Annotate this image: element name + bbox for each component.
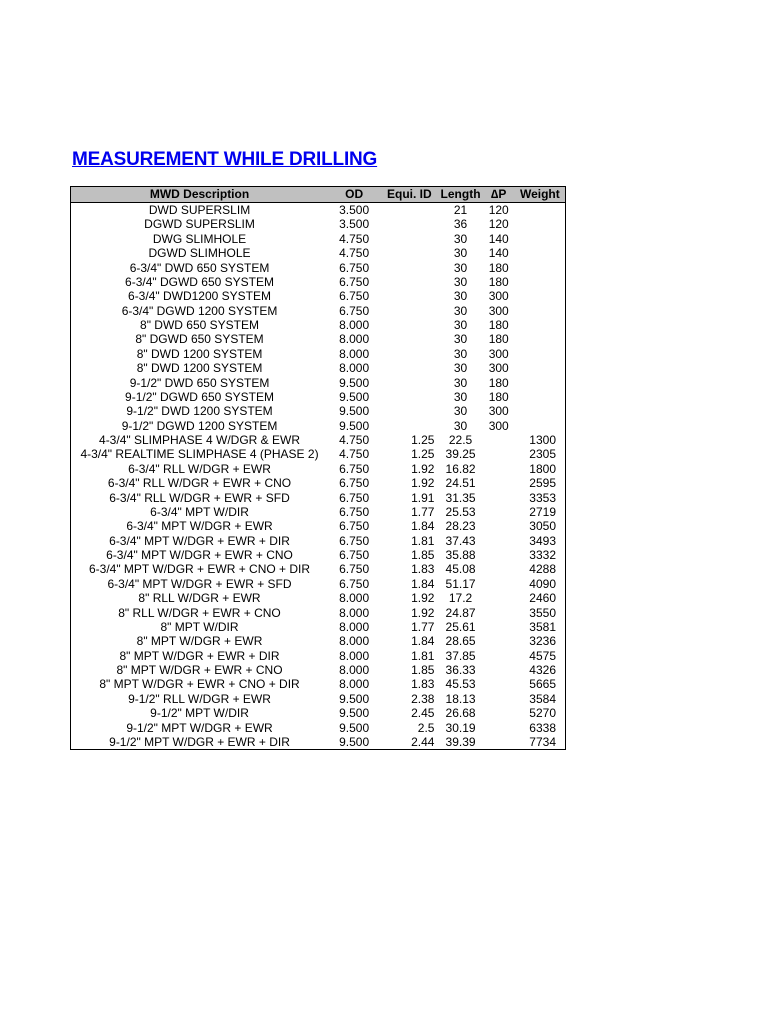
- table-body: [71, 203, 566, 750]
- cell-equi-id: [380, 232, 438, 246]
- cell-weight: 3050: [529, 519, 556, 534]
- cell-weight: 5665: [529, 677, 556, 692]
- table-row: [71, 476, 566, 490]
- cell-weight: 3353: [529, 490, 556, 505]
- cell-weight: 7734: [529, 734, 556, 749]
- cell-length: 30: [453, 303, 468, 318]
- cell-od: 8.000: [339, 605, 370, 620]
- cell-description: DGWD SUPERSLIM: [144, 217, 255, 232]
- cell-equi-id: 1.92: [411, 476, 435, 491]
- cell-equi-id: 2.45: [411, 706, 435, 721]
- cell-description: 9-1/2" MPT W/DGR + EWR + DIR: [109, 734, 290, 749]
- table-row: [71, 261, 566, 275]
- cell-equi-id: 1.81: [411, 533, 435, 548]
- cell-delta-p: 300: [488, 289, 509, 304]
- cell-weight: [515, 347, 566, 361]
- cell-delta-p: [483, 519, 515, 533]
- cell-delta-p: [483, 577, 515, 591]
- cell-od: 3.500: [339, 217, 370, 232]
- mwd-table: [70, 186, 566, 750]
- cell-length: 30: [453, 260, 468, 275]
- table-row: [71, 505, 566, 519]
- header-row: [71, 187, 566, 203]
- cell-od: 9.500: [339, 691, 370, 706]
- cell-equi-id: 1.91: [411, 490, 435, 505]
- table-row: [71, 491, 566, 505]
- cell-description: 8" DWD 1200 SYSTEM: [136, 346, 263, 361]
- cell-weight: [515, 232, 566, 246]
- cell-weight: 6338: [529, 720, 556, 735]
- cell-weight: 4575: [529, 648, 556, 663]
- cell-weight: [515, 390, 566, 404]
- cell-delta-p: [483, 721, 515, 735]
- cell-weight: [515, 419, 566, 433]
- table-row: [71, 289, 566, 303]
- cell-delta-p: [483, 606, 515, 620]
- cell-od: 9.500: [339, 720, 370, 735]
- cell-equi-id: 1.84: [411, 519, 435, 534]
- cell-od: 4.750: [339, 246, 370, 261]
- table-row: [71, 347, 566, 361]
- cell-equi-id: [380, 390, 438, 404]
- cell-weight: 3236: [529, 634, 556, 649]
- cell-equi-id: [380, 261, 438, 275]
- cell-delta-p: [483, 663, 515, 677]
- cell-weight: 3581: [529, 619, 556, 634]
- cell-length: 30: [453, 418, 468, 433]
- cell-equi-id: 2.38: [411, 691, 435, 706]
- cell-length: 30: [453, 274, 468, 289]
- table-header: [71, 187, 566, 203]
- table-row: [71, 649, 566, 663]
- cell-length: 39.39: [445, 734, 476, 749]
- cell-weight: 2595: [529, 476, 556, 491]
- cell-od: 8.000: [339, 648, 370, 663]
- cell-weight: [515, 217, 566, 231]
- cell-equi-id: [380, 203, 438, 218]
- cell-length: 30: [453, 318, 468, 332]
- cell-length: 21: [453, 203, 468, 217]
- cell-equi-id: [380, 304, 438, 318]
- table-row: [71, 692, 566, 706]
- cell-description: 6-3/4" RLL W/DGR + EWR: [128, 461, 271, 476]
- table-row: [71, 462, 566, 476]
- cell-description: 6-3/4" DWD1200 SYSTEM: [128, 289, 271, 304]
- table-row: [71, 275, 566, 289]
- cell-length: 36: [453, 217, 468, 232]
- cell-delta-p: [483, 491, 515, 505]
- cell-equi-id: 2.44: [411, 734, 435, 749]
- cell-description: 9-1/2" DGWD 1200 SYSTEM: [121, 418, 278, 433]
- cell-weight: 1300: [529, 433, 556, 447]
- cell-length: 16.82: [445, 461, 476, 476]
- cell-description: 8" RLL W/DGR + EWR: [138, 591, 261, 606]
- cell-description: 8" RLL W/DGR + EWR + CNO: [118, 605, 281, 620]
- cell-equi-id: 1.92: [411, 605, 435, 620]
- cell-length: 35.88: [445, 548, 476, 562]
- cell-equi-id: 1.25: [411, 447, 435, 462]
- cell-description: 6-3/4" DGWD 1200 SYSTEM: [121, 303, 278, 318]
- cell-od: 8.000: [339, 634, 370, 649]
- cell-od: 6.750: [339, 519, 370, 534]
- cell-description: 6-3/4" MPT W/DGR + EWR + SFD: [107, 576, 292, 591]
- cell-delta-p: [483, 649, 515, 663]
- cell-weight: 5270: [529, 706, 556, 721]
- cell-od: 8.000: [339, 663, 370, 677]
- cell-description: 4-3/4" REALTIME SLIMPHASE 4 (PHASE 2): [80, 447, 319, 462]
- cell-equi-id: 1.92: [411, 461, 435, 476]
- cell-od: 9.500: [339, 734, 370, 749]
- cell-od: 8.000: [339, 619, 370, 634]
- cell-od: 9.500: [339, 418, 370, 433]
- cell-od: 6.750: [339, 504, 370, 519]
- cell-length: 45.08: [445, 562, 476, 577]
- cell-delta-p: 300: [488, 418, 509, 433]
- table-row: [71, 390, 566, 404]
- cell-weight: [515, 404, 566, 418]
- table-row: [71, 548, 566, 562]
- cell-equi-id: 1.25: [411, 433, 435, 447]
- cell-od: 8.000: [339, 318, 370, 332]
- cell-weight: 1800: [529, 461, 556, 476]
- cell-length: 37.43: [445, 533, 476, 548]
- cell-description: DWG SLIMHOLE: [152, 231, 247, 246]
- table-row: [71, 376, 566, 390]
- cell-delta-p: 140: [488, 246, 509, 261]
- table-row: [71, 534, 566, 548]
- cell-weight: [515, 304, 566, 318]
- cell-delta-p: [483, 476, 515, 490]
- cell-delta-p: [483, 735, 515, 750]
- cell-equi-id: 1.84: [411, 634, 435, 649]
- cell-description: 9-1/2" RLL W/DGR + EWR: [128, 691, 271, 706]
- cell-delta-p: [483, 562, 515, 576]
- cell-equi-id: 2.5: [417, 720, 435, 735]
- table-row: [71, 706, 566, 720]
- cell-od: 6.750: [339, 303, 370, 318]
- table-row: [71, 332, 566, 346]
- cell-od: 6.750: [339, 548, 370, 562]
- cell-weight: 3332: [529, 548, 556, 562]
- cell-delta-p: [483, 462, 515, 476]
- cell-delta-p: 120: [488, 203, 509, 217]
- cell-od: 9.500: [339, 706, 370, 721]
- cell-od: 6.750: [339, 274, 370, 289]
- cell-od: 9.500: [339, 404, 370, 419]
- cell-delta-p: 300: [488, 303, 509, 318]
- cell-length: 30: [453, 231, 468, 246]
- table-row: [71, 203, 566, 218]
- cell-weight: 3493: [529, 533, 556, 548]
- cell-od: 6.750: [339, 476, 370, 491]
- column-header-description: MWD Description: [71, 187, 329, 203]
- cell-description: 4-3/4" SLIMPHASE 4 W/DGR & EWR: [99, 433, 300, 447]
- table-row: [71, 591, 566, 605]
- cell-delta-p: 180: [488, 332, 509, 347]
- cell-length: 22.5: [448, 433, 473, 447]
- cell-od: 6.750: [339, 461, 370, 476]
- cell-od: 6.750: [339, 562, 370, 577]
- cell-equi-id: [380, 332, 438, 346]
- cell-description: 8" DWD 1200 SYSTEM: [136, 361, 263, 376]
- cell-weight: 4090: [529, 576, 556, 591]
- cell-weight: 2305: [529, 447, 556, 462]
- column-header-equi-id: Equi. ID: [380, 187, 438, 203]
- cell-description: 6-3/4" MPT W/DGR + EWR + DIR: [109, 533, 290, 548]
- cell-description: 8" DWD 650 SYSTEM: [140, 318, 259, 332]
- cell-weight: [515, 261, 566, 275]
- cell-equi-id: [380, 217, 438, 231]
- cell-equi-id: 1.83: [411, 562, 435, 577]
- cell-length: 24.87: [445, 605, 476, 620]
- cell-description: 6-3/4" RLL W/DGR + EWR + CNO: [107, 476, 292, 491]
- table-row: [71, 606, 566, 620]
- cell-delta-p: [483, 447, 515, 461]
- cell-length: 30: [453, 246, 468, 261]
- cell-weight: 3550: [529, 605, 556, 620]
- cell-weight: 2460: [529, 591, 556, 606]
- cell-od: 6.750: [339, 490, 370, 505]
- cell-delta-p: 180: [488, 389, 509, 404]
- table-row: [71, 304, 566, 318]
- cell-delta-p: 180: [488, 318, 509, 332]
- cell-delta-p: [483, 591, 515, 605]
- cell-equi-id: [380, 347, 438, 361]
- column-header-weight: Weight: [515, 187, 566, 203]
- cell-description: 8" MPT W/DGR + EWR + CNO: [116, 663, 283, 677]
- cell-od: 9.500: [339, 375, 370, 390]
- table-row: [71, 318, 566, 332]
- column-header-od: OD: [328, 187, 380, 203]
- cell-delta-p: 140: [488, 231, 509, 246]
- page-title: MEASUREMENT WHILE DRILLING: [72, 149, 378, 170]
- cell-equi-id: 1.92: [411, 591, 435, 606]
- cell-length: 28.23: [445, 519, 476, 534]
- cell-delta-p: 300: [488, 404, 509, 419]
- cell-length: 25.53: [445, 504, 476, 519]
- cell-length: 25.61: [445, 619, 476, 634]
- cell-equi-id: 1.77: [411, 619, 435, 634]
- cell-od: 6.750: [339, 576, 370, 591]
- cell-od: 6.750: [339, 533, 370, 548]
- cell-length: 30: [453, 346, 468, 361]
- cell-description: 8" MPT W/DGR + EWR + DIR: [119, 648, 280, 663]
- cell-length: 24.51: [445, 476, 476, 491]
- cell-description: 8" MPT W/DGR + EWR: [136, 634, 263, 649]
- table-row: [71, 634, 566, 648]
- table-row: [71, 404, 566, 418]
- cell-length: 26.68: [445, 706, 476, 721]
- cell-weight: [515, 376, 566, 390]
- table-row: [71, 519, 566, 533]
- cell-equi-id: [380, 318, 438, 332]
- cell-od: 6.750: [339, 260, 370, 275]
- cell-length: 30: [453, 375, 468, 390]
- cell-description: 8" MPT W/DGR + EWR + CNO + DIR: [99, 677, 300, 692]
- cell-length: 30: [453, 332, 468, 347]
- cell-description: 6-3/4" MPT W/DGR + EWR: [126, 519, 273, 534]
- cell-od: 8.000: [339, 677, 370, 692]
- cell-equi-id: [380, 275, 438, 289]
- cell-delta-p: [483, 505, 515, 519]
- cell-equi-id: [380, 246, 438, 260]
- cell-equi-id: [380, 419, 438, 433]
- cell-delta-p: [483, 634, 515, 648]
- cell-delta-p: [483, 433, 515, 447]
- cell-equi-id: [380, 361, 438, 375]
- table-row: [71, 419, 566, 433]
- table-row: [71, 620, 566, 634]
- cell-length: 30: [453, 361, 468, 376]
- cell-od: 4.750: [339, 447, 370, 462]
- column-header-delta-p: ∆P: [483, 187, 515, 203]
- cell-equi-id: 1.81: [411, 648, 435, 663]
- cell-equi-id: 1.85: [411, 548, 435, 562]
- cell-description: 9-1/2" DGWD 650 SYSTEM: [125, 389, 274, 404]
- cell-delta-p: [483, 548, 515, 562]
- cell-equi-id: 1.83: [411, 677, 435, 692]
- cell-description: 8" MPT W/DIR: [160, 619, 239, 634]
- cell-delta-p: 180: [488, 274, 509, 289]
- cell-od: 6.750: [339, 289, 370, 304]
- cell-weight: 2719: [529, 504, 556, 519]
- cell-weight: [515, 289, 566, 303]
- cell-delta-p: 120: [488, 217, 509, 232]
- table-row: [71, 735, 566, 750]
- cell-description: 6-3/4" MPT W/DIR: [150, 504, 249, 519]
- cell-weight: [515, 275, 566, 289]
- cell-equi-id: 1.84: [411, 576, 435, 591]
- cell-delta-p: 180: [488, 260, 509, 275]
- table-row: [71, 721, 566, 735]
- cell-weight: 4326: [529, 663, 556, 677]
- table-row: [71, 663, 566, 677]
- cell-description: 9-1/2" DWD 650 SYSTEM: [129, 375, 270, 390]
- cell-weight: [515, 332, 566, 346]
- table-row: [71, 677, 566, 691]
- cell-od: 8.000: [339, 346, 370, 361]
- cell-delta-p: [483, 534, 515, 548]
- cell-equi-id: [380, 376, 438, 390]
- cell-description: 6-3/4" RLL W/DGR + EWR + SFD: [109, 490, 290, 505]
- table-row: [71, 217, 566, 231]
- cell-description: 6-3/4" MPT W/DGR + EWR + CNO: [106, 548, 293, 562]
- cell-od: 3.500: [339, 203, 370, 217]
- cell-weight: 3584: [529, 691, 556, 706]
- cell-od: 9.500: [339, 389, 370, 404]
- table-row: [71, 232, 566, 246]
- table-row: [71, 361, 566, 375]
- cell-weight: [515, 361, 566, 375]
- cell-delta-p: 300: [488, 361, 509, 376]
- cell-length: 30: [453, 404, 468, 419]
- cell-length: 30: [453, 289, 468, 304]
- cell-weight: [515, 318, 566, 332]
- cell-length: 28.65: [445, 634, 476, 649]
- cell-delta-p: [483, 620, 515, 634]
- cell-description: 9-1/2" DWD 1200 SYSTEM: [126, 404, 273, 419]
- cell-equi-id: [380, 289, 438, 303]
- cell-length: 36.33: [445, 663, 476, 677]
- table-row: [71, 246, 566, 260]
- cell-od: 8.000: [339, 332, 370, 347]
- cell-od: 8.000: [339, 361, 370, 376]
- cell-length: 45.53: [445, 677, 476, 692]
- cell-description: 6-3/4" MPT W/DGR + EWR + CNO + DIR: [88, 562, 311, 577]
- cell-weight: [515, 246, 566, 260]
- cell-description: 9-1/2" MPT W/DIR: [150, 706, 249, 721]
- cell-od: 8.000: [339, 591, 370, 606]
- cell-delta-p: [483, 677, 515, 691]
- cell-delta-p: 300: [488, 346, 509, 361]
- cell-length: 30: [453, 389, 468, 404]
- cell-delta-p: 180: [488, 375, 509, 390]
- column-header-length: Length: [438, 187, 482, 203]
- cell-description: DGWD SLIMHOLE: [148, 246, 251, 261]
- cell-length: 37.85: [445, 648, 476, 663]
- cell-length: 39.25: [445, 447, 476, 462]
- cell-length: 31.35: [445, 490, 476, 505]
- cell-od: 4.750: [339, 231, 370, 246]
- cell-length: 18.13: [445, 691, 476, 706]
- cell-delta-p: [483, 692, 515, 706]
- cell-description: 9-1/2" MPT W/DGR + EWR: [126, 720, 273, 735]
- table-row: [71, 447, 566, 461]
- cell-description: 6-3/4" DGWD 650 SYSTEM: [125, 274, 274, 289]
- cell-length: 30.19: [445, 720, 476, 735]
- cell-weight: [515, 203, 566, 218]
- cell-weight: 4288: [529, 562, 556, 577]
- cell-description: 6-3/4" DWD 650 SYSTEM: [129, 260, 270, 275]
- cell-od: 4.750: [339, 433, 370, 447]
- table-row: [71, 433, 566, 447]
- cell-equi-id: [380, 404, 438, 418]
- cell-equi-id: 1.85: [411, 663, 435, 677]
- cell-description: 8" DGWD 650 SYSTEM: [135, 332, 264, 347]
- table-row: [71, 562, 566, 576]
- cell-description: DWD SUPERSLIM: [148, 203, 251, 217]
- cell-equi-id: 1.77: [411, 504, 435, 519]
- cell-delta-p: [483, 706, 515, 720]
- cell-length: 17.2: [448, 591, 473, 606]
- cell-length: 51.17: [445, 576, 476, 591]
- table-row: [71, 577, 566, 591]
